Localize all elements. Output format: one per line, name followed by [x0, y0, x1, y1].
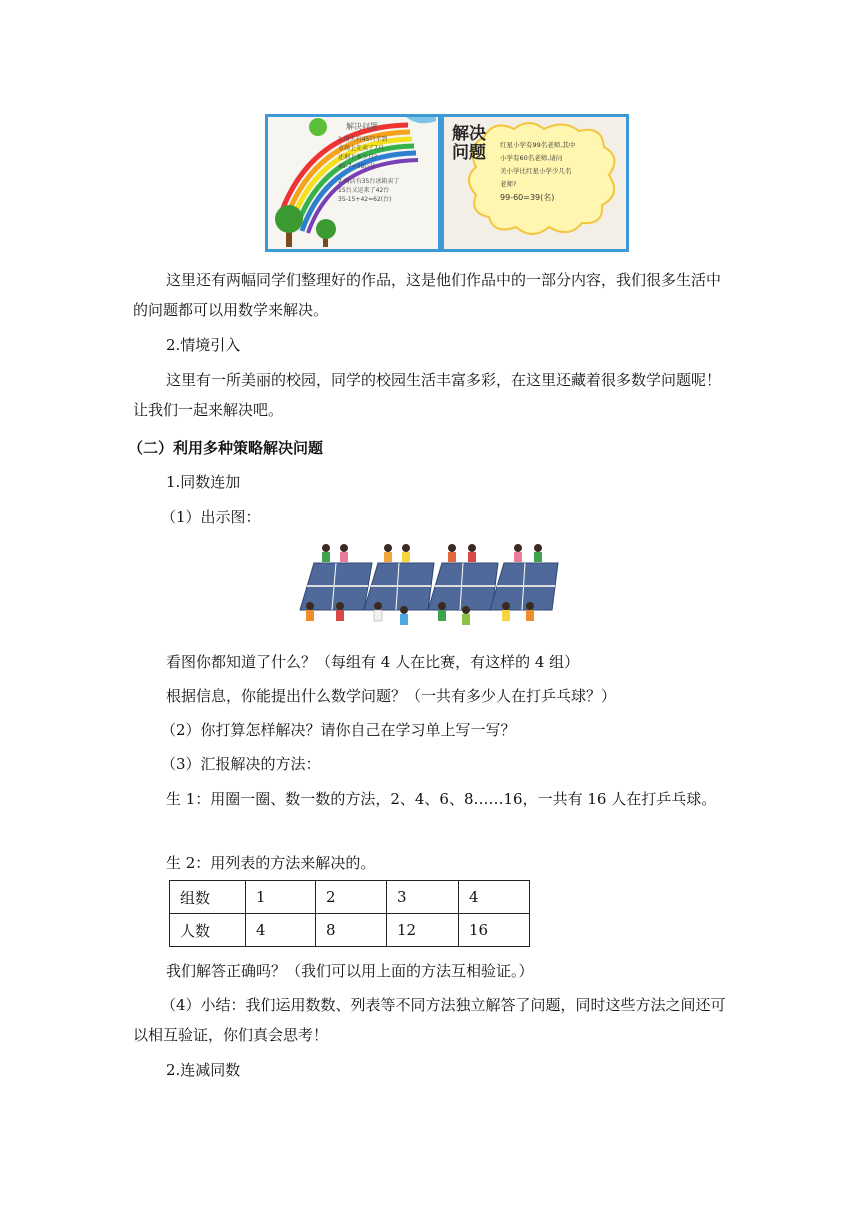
step-report-methods: （3）汇报解决的方法： [161, 755, 321, 773]
cloud-poster-line: 小学有60名老师,请问 [500, 154, 563, 162]
table-cell: 人数 [170, 914, 246, 947]
question-what-do-you-know: 看图你都知道了什么？（每组有 4 人在比赛，有这样的 4 组） [166, 653, 580, 671]
table-cell: 组数 [170, 881, 246, 914]
table-cell: 4 [246, 914, 316, 947]
verify-answer: 我们解答正确吗？（我们可以用上面的方法互相验证。） [166, 962, 534, 980]
table-row [170, 881, 530, 914]
student-work-photos [265, 114, 629, 252]
subsection-repeated-addition: 1.同数连加 [166, 473, 241, 491]
question-math-problem: 根据信息，你能提出什么数学问题？（一共有多少人在打乒乓球？） [166, 687, 617, 705]
ping-pong-table-1 [300, 544, 372, 621]
paragraph-student-works: 这里还有两幅同学们整理好的作品，这是他们作品中的一部分内容，我们很多生活中的问题都可以用数学来解决。 [133, 271, 722, 319]
rainbow-poster-heading: 解决问题 [346, 122, 378, 131]
table-cell: 1 [246, 881, 316, 914]
ping-pong-table-2 [364, 544, 434, 625]
table-cell: 12 [387, 914, 459, 947]
table-cell: 3 [387, 881, 459, 914]
rainbow-poster-photo [265, 114, 441, 252]
table-cell: 16 [459, 914, 530, 947]
cloud-poster-photo [441, 114, 629, 252]
ping-pong-table-3 [428, 544, 498, 625]
rainbow-poster-line: 1.屠夫有45只羊到 [338, 136, 388, 143]
cloud-poster-line: 美小学比红星小学少几名 [500, 167, 572, 175]
ping-pong-table-4 [490, 544, 558, 621]
step-show-picture: （1）出示图： [161, 508, 261, 526]
table-cell: 8 [316, 914, 387, 947]
rainbow-poster-line: 45-7=38(只) [338, 163, 375, 170]
rainbow-poster-line: 还剩下多少只? [338, 154, 378, 161]
rainbow-poster-line: 35-15+42=62(台) [338, 196, 392, 203]
cloud-poster-line: 99-60=39(名) [500, 193, 555, 202]
paragraph-campus: 这里有一所美丽的校园，同学的校园生活丰富多彩，在这里还藏着很多数学问题呢！让我们一起来解决吧。 [133, 371, 722, 419]
table-row [170, 914, 530, 947]
heading-strategies: （二）利用多种策略解决问题 [128, 439, 324, 457]
rainbow-poster-line: 2.商店有35台冰箱卖了 [338, 178, 400, 185]
student-1-method: 生 1：用圈一圈、数一数的方法，2、4、6、8……16，一共有 16 人在打乒乓球。 [166, 790, 717, 808]
summary-paragraph: （4）小结：我们运用数数、列表等不同方法独立解答了问题，同时这些方法之间还可以相互验证，你们真会思考！ [133, 996, 726, 1044]
cloud-poster-line: 红星小学有99名老师,其中 [500, 141, 576, 149]
ping-pong-illustration [292, 530, 560, 640]
subsection-repeated-subtraction: 2.连减同数 [166, 1061, 241, 1079]
group-count-table [169, 880, 530, 947]
table-cell: 2 [316, 881, 387, 914]
rainbow-poster-line: 市场上先卖了7只 [338, 145, 384, 152]
cloud-poster-title: 解决问题 [452, 124, 486, 163]
rainbow-poster-line: 15台又运来了42台 [338, 187, 390, 194]
cloud-poster-line: 老师? [500, 180, 517, 188]
student-2-method: 生 2：用列表的方法来解决的。 [166, 854, 376, 872]
step-how-to-solve: （2）你打算怎样解决？请你自己在学习单上写一写？ [161, 721, 516, 739]
section-scenario-intro: 2.情境引入 [166, 336, 241, 354]
table-cell: 4 [459, 881, 530, 914]
